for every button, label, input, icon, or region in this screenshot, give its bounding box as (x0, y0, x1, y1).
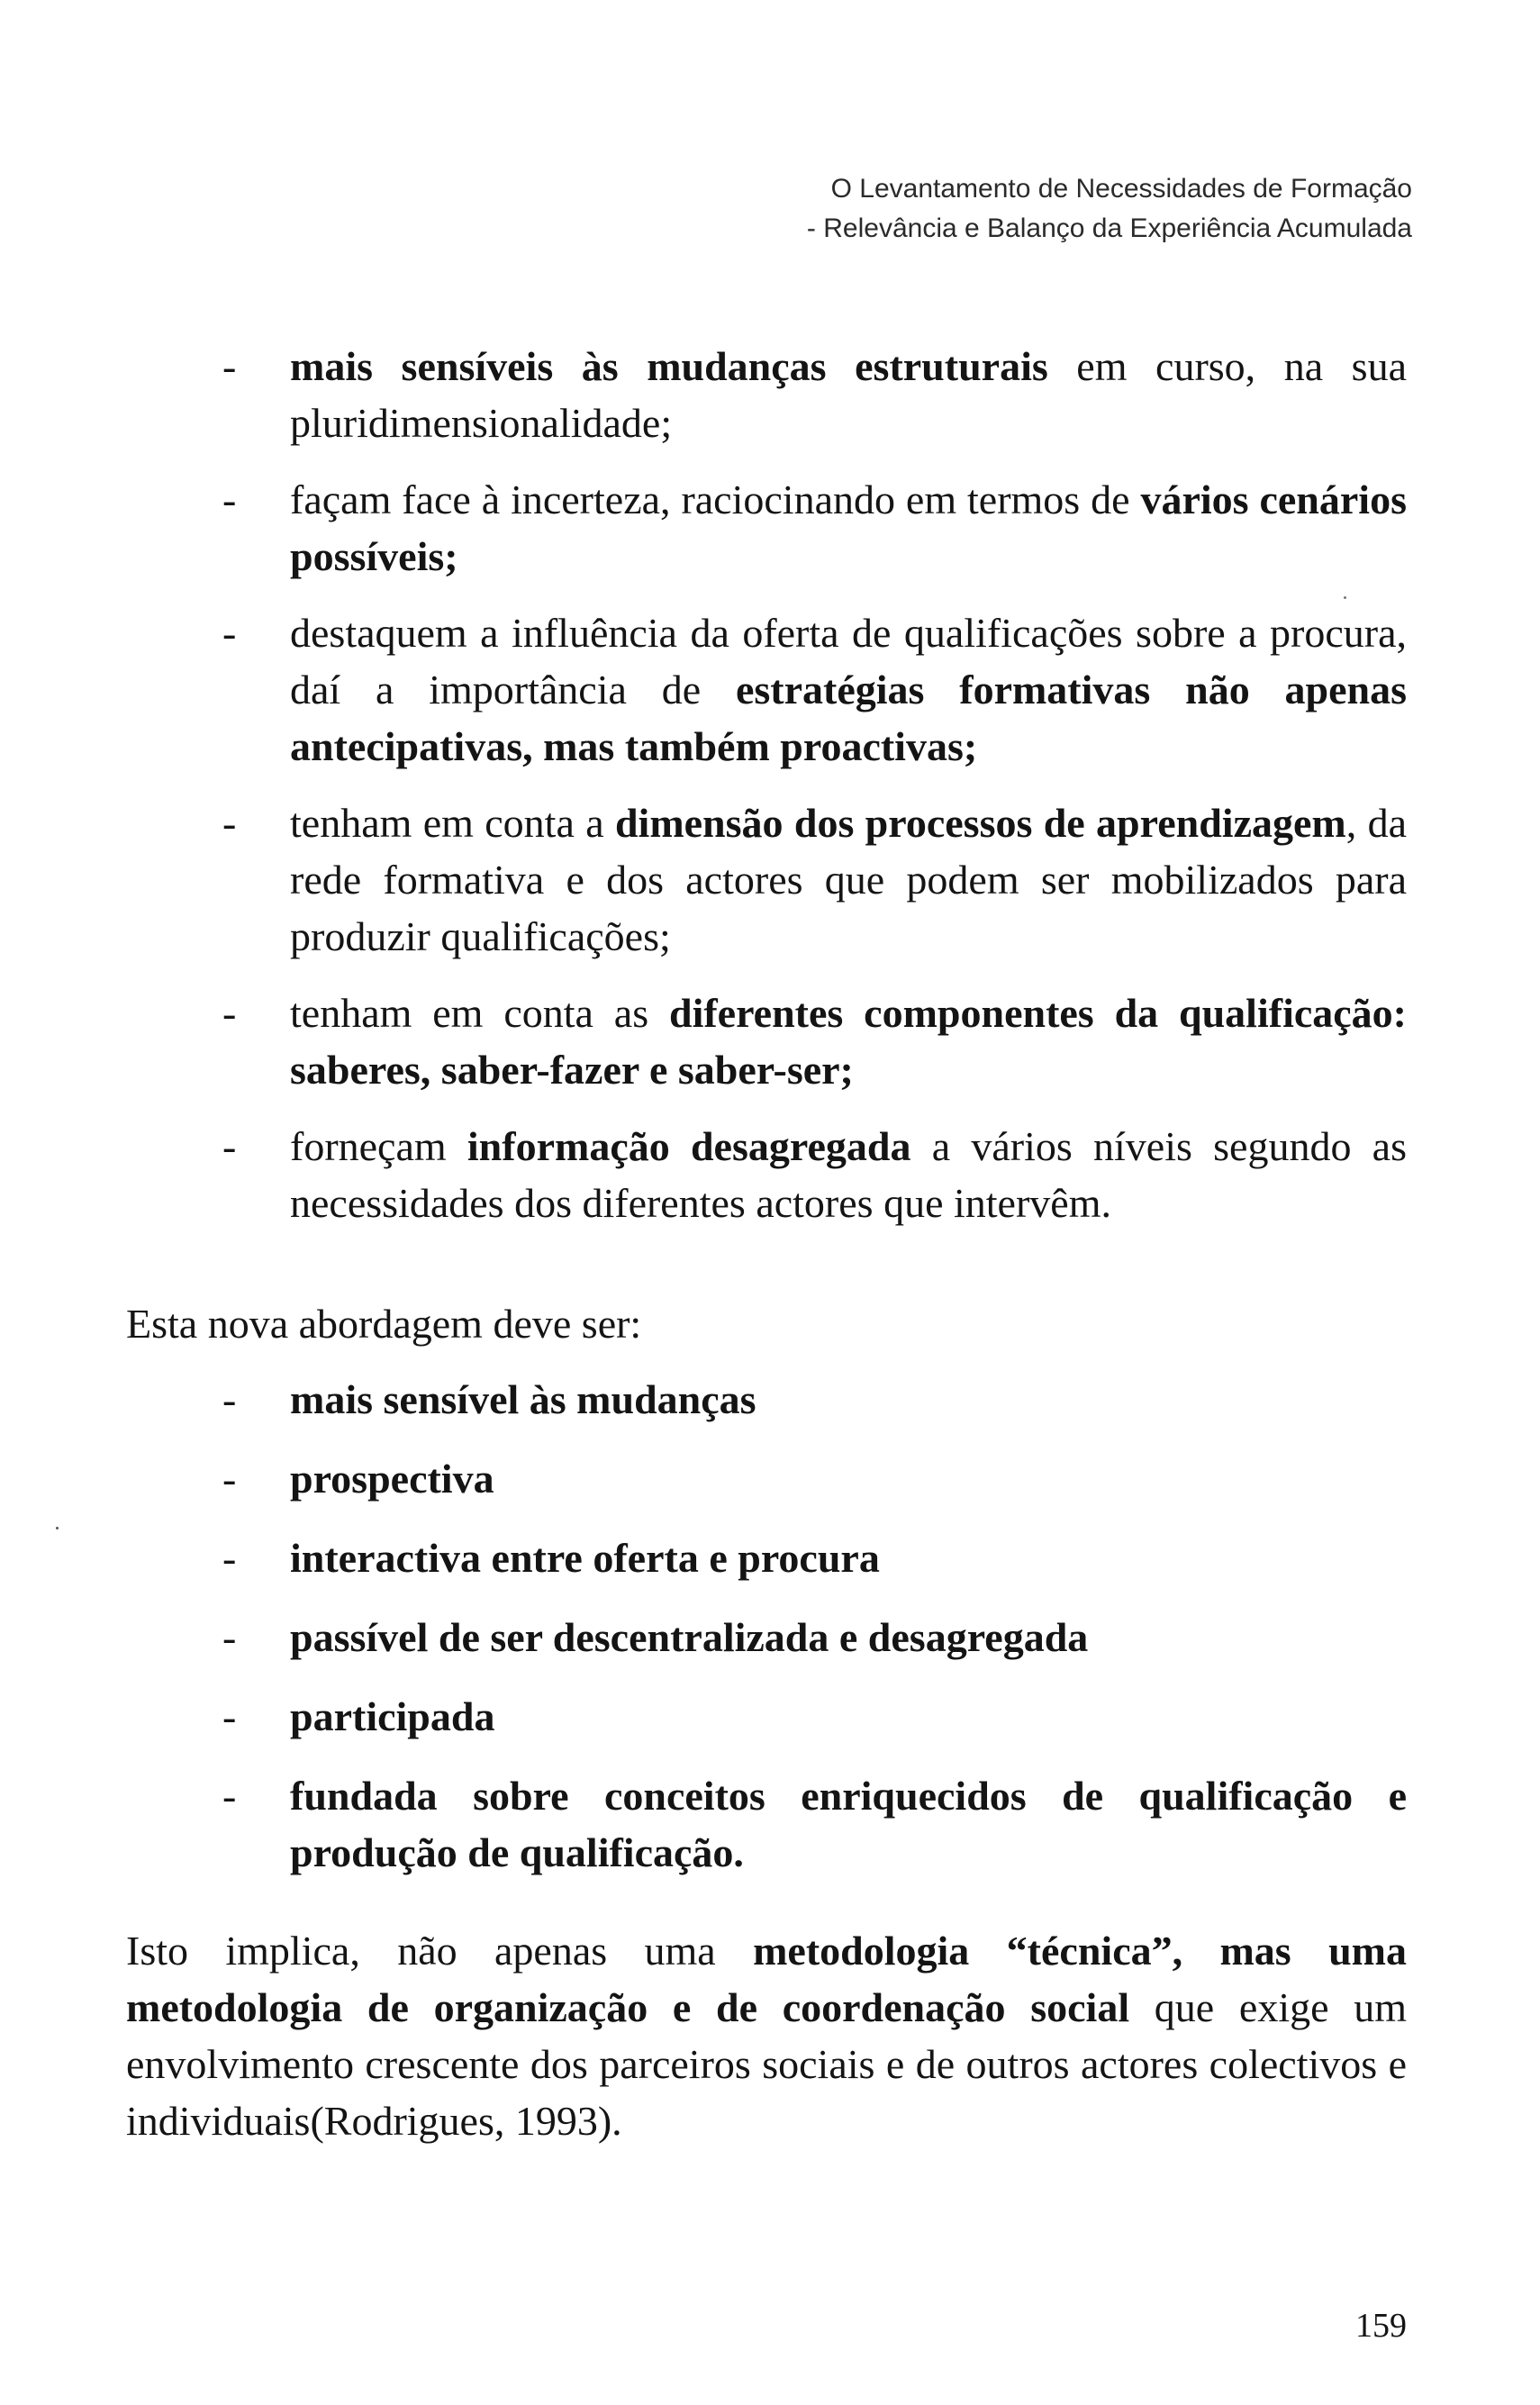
bold-text: estratégias formativas não apenas antecipativas, mas também proactivas; (290, 667, 1407, 769)
bold-text: fundada sobre conceitos enriquecidos de qualificação e produção de qualificação. (290, 1773, 1407, 1875)
item-text: façam face à incerteza, raciocinando em termos de (290, 476, 1141, 522)
bold-text: informação desagregada (467, 1123, 911, 1169)
list-item (222, 1371, 1407, 1428)
requirements-list (222, 338, 1407, 1231)
page-number: 159 (1355, 2307, 1407, 2345)
bold-text: prospectiva (290, 1456, 494, 1502)
bullet-dash: - (222, 1773, 237, 1819)
approach-list (222, 1371, 1407, 1881)
bold-text: interactiva entre oferta e procura (290, 1535, 880, 1581)
bullet-dash: - (222, 610, 237, 656)
bold-text: metodologia “técnica”, mas uma metodologia de organização e de coordenação social (126, 1928, 1407, 2030)
item-text: forneçam (290, 1123, 467, 1169)
scan-speck (56, 1527, 59, 1529)
list-item (222, 794, 1407, 965)
bold-text: passível de ser descentralizada e desagregada (290, 1614, 1089, 1660)
bold-text: dimensão dos processos de aprendizagem (614, 800, 1346, 846)
item-text: a vários níveis segundo as necessidades dos diferentes actores que intervêm. (290, 1123, 1407, 1226)
bullet-dash: - (222, 476, 237, 522)
list-item (222, 604, 1407, 775)
bold-text: diferentes componentes da qualificação: saberes, saber-fazer e saber-ser; (290, 990, 1407, 1093)
list-item (222, 1529, 1407, 1586)
list-item (222, 1688, 1407, 1745)
list-item (222, 1118, 1407, 1231)
item-text: , da rede formativa e dos actores que podem ser mobilizados para produzir qualificações; (290, 800, 1407, 959)
closing-paragraph (126, 1922, 1407, 2149)
item-text: tenham em conta a (290, 800, 615, 846)
paragraph-text: que exige um envolvimento crescente dos parceiros sociais e de outros actores colectivos e individuais(Rodrigues, 1993). (126, 1984, 1407, 2144)
bullet-dash: - (222, 1456, 237, 1502)
list-item (222, 1450, 1407, 1507)
item-text: tenham em conta as (290, 990, 669, 1036)
list-item (222, 1609, 1407, 1665)
paragraph-text: Isto implica, não apenas uma (126, 1928, 754, 1974)
bullet-dash: - (222, 1376, 237, 1422)
bold-text: mais sensíveis às mudanças estruturais (290, 343, 1048, 389)
bullet-dash: - (222, 800, 237, 846)
running-header (602, 169, 1412, 249)
bold-text: vários cenários possíveis; (290, 476, 1407, 579)
bullet-dash: - (222, 1535, 237, 1581)
list-item (222, 338, 1407, 451)
header-title: O Levantamento de Necessidades de Formação (830, 174, 1412, 204)
bold-text: mais sensível às mudanças (290, 1376, 756, 1422)
bullet-dash: - (222, 1614, 237, 1660)
section-intro: Esta nova abordagem deve ser: (126, 1301, 642, 1347)
item-text: em curso, na sua pluridimensionalidade; (290, 343, 1407, 446)
bullet-dash: - (222, 1123, 237, 1169)
bullet-dash: - (222, 990, 237, 1036)
list-item (222, 1767, 1407, 1881)
list-item (222, 985, 1407, 1098)
header-subtitle: - Relevância e Balanço da Experiência Acumulada (806, 213, 1412, 243)
bold-text: participada (290, 1693, 495, 1739)
list-item (222, 471, 1407, 585)
bullet-dash: - (222, 343, 237, 389)
bullet-dash: - (222, 1693, 237, 1739)
item-text: destaquem a influência da oferta de qualificações sobre a procura, daí a importância de (290, 610, 1407, 712)
